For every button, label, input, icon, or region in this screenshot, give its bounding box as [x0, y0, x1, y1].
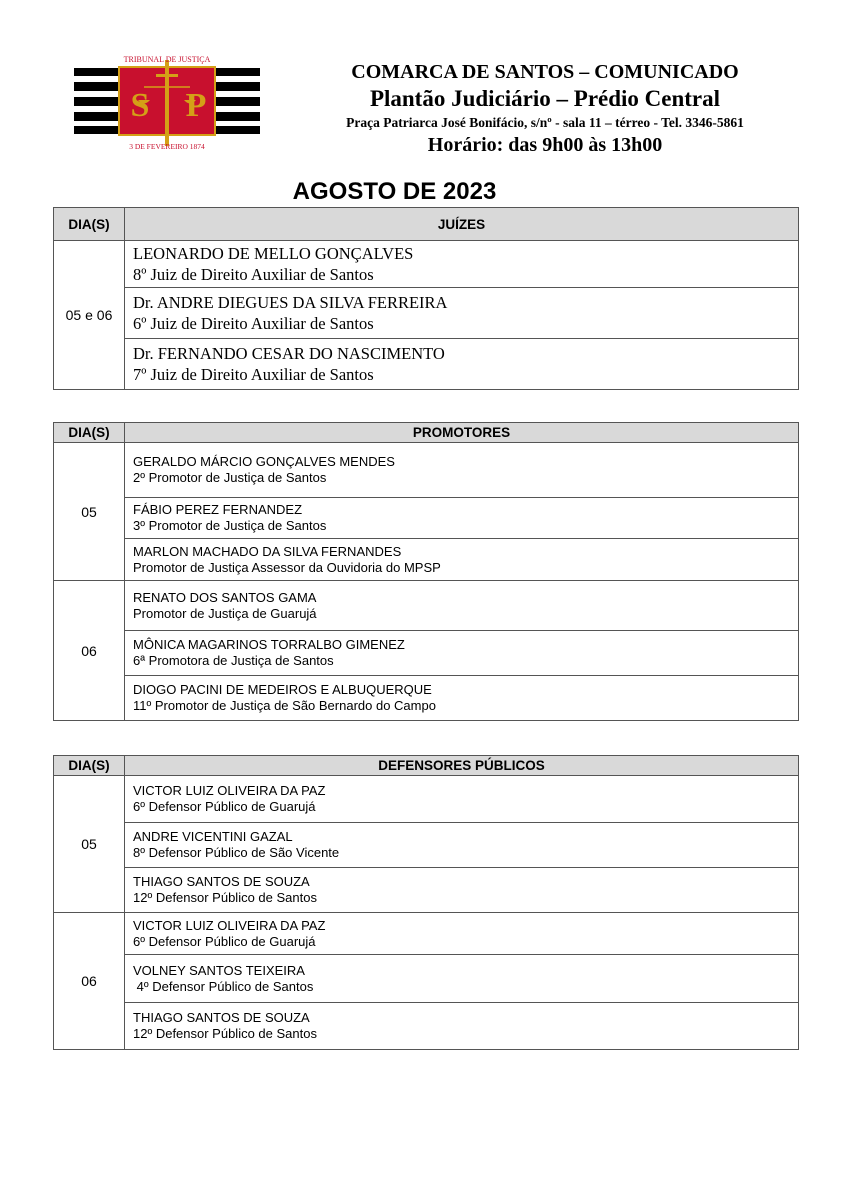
day-cell: 05 — [54, 443, 125, 581]
table-row — [54, 498, 799, 539]
person-cell — [125, 339, 799, 390]
column-header-day: DIA(S) — [54, 208, 125, 241]
person-role: 12º Defensor Público de Santos — [133, 890, 317, 905]
person-name: RENATO DOS SANTOS GAMA — [133, 589, 317, 605]
table-row — [54, 913, 799, 955]
person-name: MÔNICA MAGARINOS TORRALBO GIMENEZ — [133, 637, 405, 652]
header-hours: Horário: das 9h00 às 13h00 — [427, 134, 663, 156]
person-role: 6º Defensor Público de Guarujá — [133, 933, 316, 949]
person-name: Dr. FERNANDO CESAR DO NASCIMENTO — [133, 344, 445, 363]
person-role: 2º Promotor de Justiça de Santos — [133, 470, 327, 485]
person-cell — [125, 776, 799, 823]
table-row — [54, 241, 799, 288]
person-name: FÁBIO PEREZ FERNANDEZ — [133, 502, 303, 517]
column-header-day: DIA(S) — [54, 423, 125, 443]
logo-letter-left: S — [130, 87, 150, 124]
person-cell — [125, 498, 799, 539]
table-row — [54, 581, 799, 631]
person-cell — [125, 823, 799, 868]
table-row — [54, 631, 799, 676]
person-name: ANDRE VICENTINI GAZAL — [133, 829, 293, 844]
person-name: MARLON MACHADO DA SILVA FERNANDES — [133, 543, 402, 559]
day-cell: 06 — [54, 581, 125, 721]
day-cell: 06 — [54, 913, 125, 1050]
person-cell — [125, 443, 799, 498]
person-cell — [125, 955, 799, 1003]
column-header-judges: JUÍZES — [125, 208, 799, 241]
month-title: AGOSTO DE 2023 — [292, 178, 497, 205]
header-title: COMARCA DE SANTOS – COMUNICADO — [351, 61, 739, 83]
person-name: GERALDO MÁRCIO GONÇALVES MENDES — [133, 454, 395, 469]
table-row — [54, 955, 799, 1003]
table-header-row — [54, 756, 799, 776]
tjsp-logo — [74, 52, 260, 152]
person-name: VOLNEY SANTOS TEIXEIRA — [133, 962, 305, 978]
person-cell — [125, 676, 799, 721]
person-name: Dr. ANDRE DIEGUES DA SILVA FERREIRA — [133, 293, 448, 312]
column-header-prosecutors: PROMOTORES — [125, 423, 799, 443]
table-row — [54, 676, 799, 721]
table-row — [54, 539, 799, 581]
person-cell — [125, 581, 799, 631]
person-name: THIAGO SANTOS DE SOUZA — [133, 874, 310, 889]
column-header-day: DIA(S) — [54, 756, 125, 776]
person-role: 11º Promotor de Justiça de São Bernardo do Campo — [133, 698, 436, 713]
day-cell: 05 — [54, 776, 125, 913]
header-address: Praça Patriarca José Bonifácio, s/nº - sala 11 – térreo - Tel. 3346-5861 — [346, 115, 744, 130]
table-row — [54, 868, 799, 913]
table-row — [54, 288, 799, 339]
person-name: DIOGO PACINI DE MEDEIROS E ALBUQUERQUE — [133, 682, 432, 697]
person-role: 12º Defensor Público de Santos — [133, 1026, 317, 1041]
person-cell — [125, 631, 799, 676]
person-role: 6ª Promotora de Justiça de Santos — [133, 653, 334, 668]
table-row — [54, 443, 799, 498]
table-header-row — [54, 423, 799, 443]
person-role: 8º Juiz de Direito Auxiliar de Santos — [133, 265, 374, 284]
person-name: VICTOR LUIZ OLIVEIRA DA PAZ — [133, 917, 326, 933]
person-cell — [125, 913, 799, 955]
logo-top-text: TRIBUNAL DE JUSTIÇA — [123, 55, 211, 64]
public-defenders-table — [53, 755, 799, 1050]
table-header-row — [54, 208, 799, 241]
person-name: LEONARDO DE MELLO GONÇALVES — [133, 244, 414, 263]
person-role: 8º Defensor Público de São Vicente — [133, 845, 340, 860]
column-header-defenders: DEFENSORES PÚBLICOS — [125, 756, 799, 776]
day-cell: 05 e 06 — [54, 241, 125, 390]
person-name: THIAGO SANTOS DE SOUZA — [133, 1010, 310, 1025]
table-row — [54, 823, 799, 868]
person-role: 6º Juiz de Direito Auxiliar de Santos — [133, 314, 374, 333]
judges-table — [53, 207, 799, 390]
person-role: 7º Juiz de Direito Auxiliar de Santos — [133, 365, 374, 384]
person-cell — [125, 1003, 799, 1050]
person-cell — [125, 868, 799, 913]
logo-letter-right: P — [185, 87, 207, 124]
prosecutors-table — [53, 422, 799, 721]
person-name: VICTOR LUIZ OLIVEIRA DA PAZ — [133, 783, 326, 798]
person-role: Promotor de Justiça de Guarujá — [133, 605, 317, 621]
table-row — [54, 1003, 799, 1050]
person-role: 4º Defensor Público de Santos — [133, 978, 314, 994]
person-role: Promotor de Justiça Assessor da Ouvidoria do MPSP — [133, 559, 441, 575]
header-subtitle: Plantão Judiciário – Prédio Central — [369, 86, 721, 111]
logo-bottom-text: 3 DE FEVEREIRO 1874 — [129, 142, 205, 151]
person-role: 3º Promotor de Justiça de Santos — [133, 518, 327, 533]
table-row — [54, 776, 799, 823]
person-cell — [125, 241, 799, 288]
table-row — [54, 339, 799, 390]
person-cell — [125, 288, 799, 339]
person-role: 6º Defensor Público de Guarujá — [133, 799, 316, 814]
person-cell — [125, 539, 799, 581]
